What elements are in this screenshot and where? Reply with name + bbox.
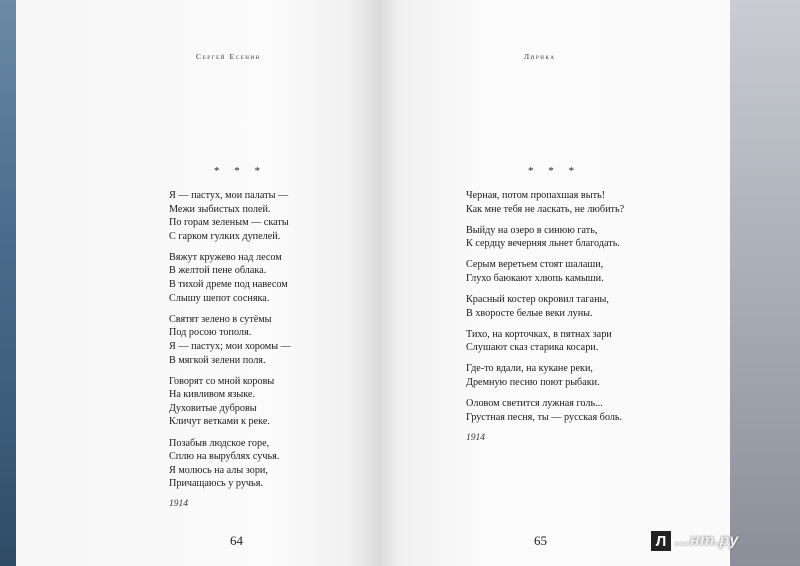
stanza	[466, 258, 624, 285]
site-watermark	[651, 531, 739, 551]
poem-line: Причащаюсь у ручья.	[169, 478, 263, 490]
stanza	[169, 437, 291, 491]
poem-line: Глухо баюкают хлюпь камыши.	[466, 272, 604, 284]
stanza	[466, 328, 624, 355]
poem-line: В хворосте белые веки луны.	[466, 307, 593, 319]
poem-line: Сплю на вырублях сучья.	[169, 451, 280, 463]
poem-line: Где-то вдали, на кукане реки,	[466, 363, 593, 375]
right-page	[378, 0, 730, 566]
background-book-edge-right	[728, 0, 800, 566]
stanza	[466, 224, 624, 251]
stanza	[169, 313, 291, 367]
stanza	[169, 189, 291, 243]
page-number-right: 65	[534, 533, 547, 548]
poem-line: В тихой дреме под навесом	[169, 279, 288, 291]
poem-line: Оловом светится лужная голь...	[466, 398, 603, 410]
poem-ornament: * * *	[528, 165, 580, 177]
poem-line: Выйду на озеро в синюю гать,	[466, 224, 598, 236]
poem-left	[169, 189, 291, 512]
poem-date: 1914	[169, 499, 188, 510]
poem-line: Кличут ветками к реке.	[169, 416, 270, 428]
poem-line: Черная, потом пропахшая выть!	[466, 190, 606, 201]
poem-line: Говорят со мной коровы	[169, 375, 275, 387]
poem-right	[466, 189, 624, 445]
poem-line: Дремную песню поют рыбаки.	[466, 377, 600, 389]
poem-line: Позабыв людское горе,	[169, 437, 270, 449]
stanza	[169, 375, 291, 429]
poem-line: Я молюсь на алы зори,	[169, 464, 268, 476]
poem-line: Как мне тебя не ласкать, не любить?	[466, 203, 625, 215]
poem-line: Грустная песня, ты — русская боль.	[466, 411, 623, 423]
poem-line: Святят зелено в сутёмы	[169, 313, 272, 325]
watermark-logo-icon: Л	[651, 531, 671, 551]
page-number-left: 64	[230, 533, 243, 548]
stanza	[466, 189, 624, 216]
running-head-section: Лирика	[524, 52, 556, 61]
poem-line: В мягкой зелени поля.	[169, 354, 266, 366]
running-head-author: Сергей Есенин	[196, 52, 261, 61]
poem-line: Вяжут кружево над лесом	[169, 251, 282, 263]
poem-line: В желтой пене облака.	[169, 265, 267, 277]
poem-line: Я — пастух, мои палаты —	[169, 190, 289, 201]
poem-line: Слушают сказ старика косари.	[466, 342, 599, 354]
poem-line: С гарком гулких дупелей.	[169, 230, 281, 242]
stanza	[466, 293, 624, 320]
poem-line: Серым веретьем стоят шалаши,	[466, 259, 604, 271]
poem-ornament: * * *	[214, 165, 266, 177]
poem-line: Духовитые дубровы	[169, 402, 257, 414]
watermark-text: ...нт.ру	[675, 532, 739, 549]
poem-line: Под росою тополя.	[169, 327, 252, 339]
poem-line: Межи зыбистых полей.	[169, 203, 271, 215]
stanza	[466, 397, 624, 424]
stanza	[169, 251, 291, 305]
poem-line: Тихо, на корточках, в пятнах зари	[466, 328, 612, 340]
poem-line: Красный костер окровил таганы,	[466, 294, 609, 306]
poem-line: На кивливом языке.	[169, 389, 255, 401]
poem-line: Слышу шепот сосняка.	[169, 292, 270, 304]
poem-line: Я — пастух; мои хоромы —	[169, 340, 291, 352]
left-page	[16, 0, 378, 566]
poem-line: По горам зеленым — скаты	[169, 217, 289, 229]
poem-date: 1914	[466, 432, 485, 443]
poem-line: К сердцу вечерняя льнет благодать.	[466, 238, 620, 250]
stanza	[466, 362, 624, 389]
